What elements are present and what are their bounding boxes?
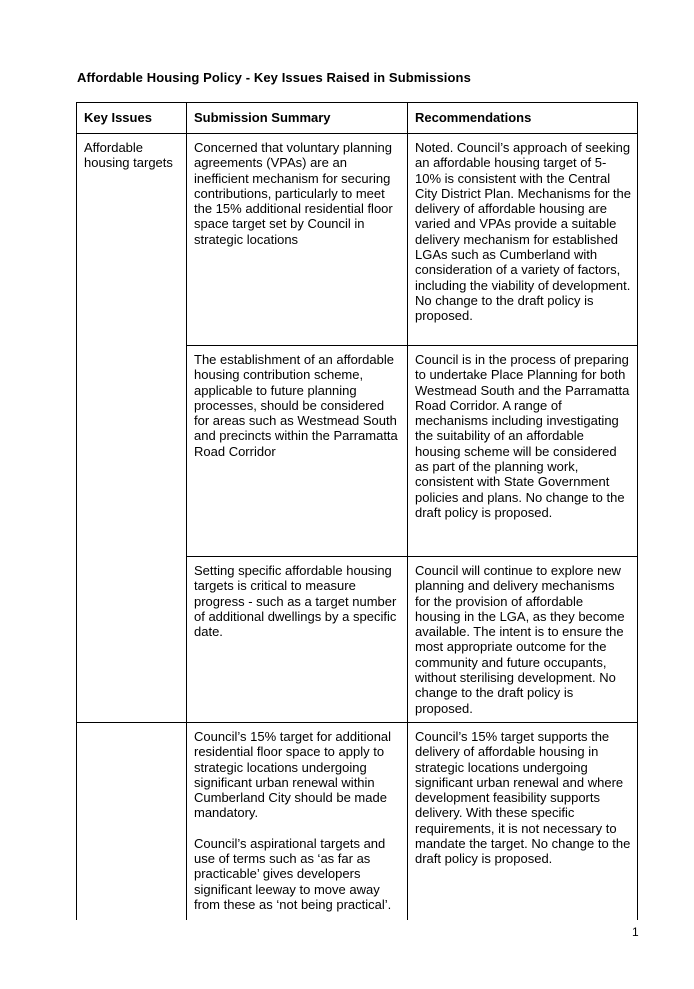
summary-text: Council’s 15% target for additional residential floor space to apply to strategic locations undergoing significant urban renewal within Cumberland City should be made mandatory. (194, 729, 392, 821)
summary-text: Concerned that voluntary planning agreements (VPAs) are an inefficient mechanism for securing contributions, particularly to meet the 15% additional residential floor space target set by Council in strategic locations (194, 140, 393, 247)
header-recommendations: Recommendations (408, 103, 638, 134)
summary-cell (187, 723, 408, 921)
recommendation-text: Council is in the process of preparing to undertake Place Planning for both Westmead South and the Parramatta Road Corridor. A range of mechanisms including investigating the suitability of an affordable housing scheme will be considered as part of the planning work, consistent with State Government policies and plans. No change to the draft policy is proposed. (415, 352, 630, 520)
summary-cell (187, 346, 408, 557)
key-issues-table (76, 102, 638, 920)
recommendation-text: Council will continue to explore new planning and delivery mechanisms for the provision of affordable housing in the LGA, as they become available. The intent is to ensure the most appropriate outcome for the community and future occupants, without sterilising development. No change to the draft policy is proposed. (415, 563, 625, 716)
key-issue-cell (77, 134, 187, 723)
summary-cell (187, 557, 408, 723)
summary-text: Council’s aspirational targets and use of terms such as ‘as far as practicable’ gives developers significant leeway to move away from these as ‘not being practical’. (194, 835, 392, 912)
summary-text: The establishment of an affordable housing contribution scheme, applicable to future planning processes, should be considered for areas such as Westmead South and precincts within the Parramatta Road Corridor (194, 352, 398, 459)
header-key-issues: Key Issues (77, 103, 187, 134)
page-number: 1 (632, 925, 639, 939)
table-header-row (77, 103, 638, 134)
table-row (77, 723, 638, 921)
page-title: Affordable Housing Policy - Key Issues Raised in Submissions (77, 70, 471, 85)
recommendation-text: Noted. Council’s approach of seeking an affordable housing target of 5-10% is consistent with the Central City District Plan. Mechanisms for the delivery of affordable housing are varied and VPAs provide a suitable delivery mechanism for established LGAs such as Cumberland with consideration of a variety of factors, including the viability of development. No change to the draft policy is proposed. (415, 140, 632, 324)
key-issue-cell-empty (77, 723, 187, 921)
key-issue-text: Affordable housing targets (84, 140, 173, 171)
summary-cell (187, 134, 408, 346)
table-row (77, 134, 638, 346)
recommendation-cell (408, 134, 638, 346)
recommendation-cell (408, 346, 638, 557)
recommendation-cell (408, 723, 638, 921)
recommendation-cell (408, 557, 638, 723)
summary-text: Setting specific affordable housing targets is critical to measure progress - such as a target number of additional dwellings by a specific date. (194, 563, 397, 640)
header-submission-summary: Submission Summary (187, 103, 408, 134)
recommendation-text: Council’s 15% target supports the delivery of affordable housing in strategic locations undergoing significant urban renewal and where development feasibility supports delivery. With these specific requirements, it is not necessary to mandate the target. No change to the draft policy is proposed. (415, 729, 631, 867)
